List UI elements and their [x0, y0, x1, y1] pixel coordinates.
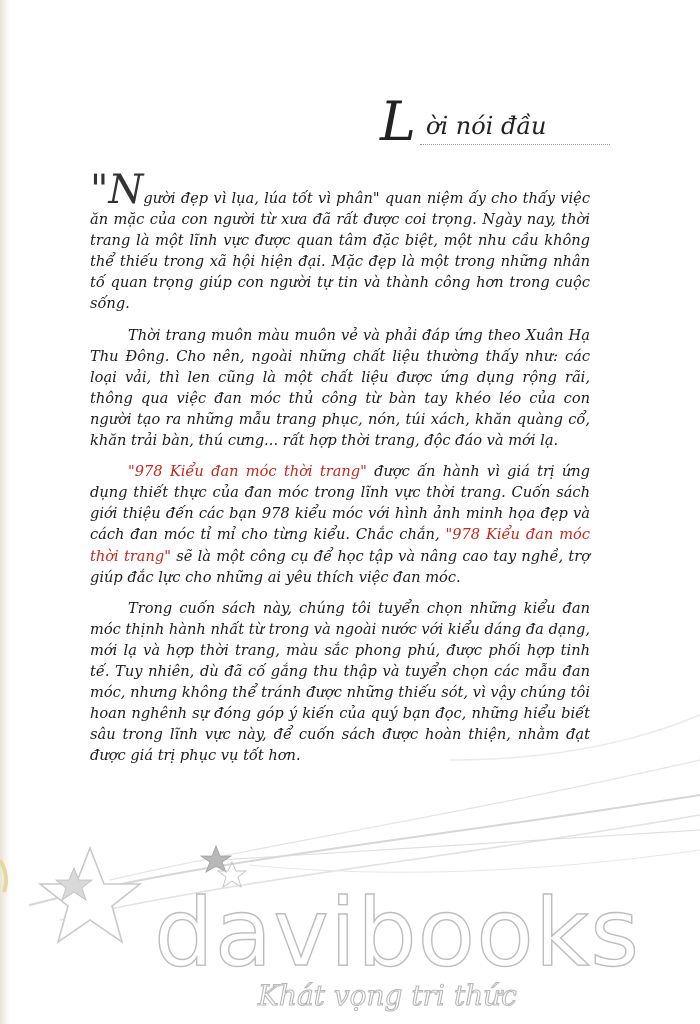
heading-text: ời nói đầu	[426, 112, 547, 140]
open-quote: "	[90, 167, 109, 213]
paragraph-3	[90, 461, 590, 588]
paragraph-2: Thời trang muôn màu muôn vẻ và phải đáp ứng theo Xuân Hạ Thu Đông. Cho nên, ngoài những chất liệu thường thấy như: các loại vải, thì len cũng là một chất liệu được ứng dụng rộng rãi, thông qua việc đan móc thủ công từ bàn tay khéo léo của con người tạo ra những mẫu trang phục, nón, túi xách, khăn quàng cổ, khăn trải bàn, thú cưng... rất hợp thời trang, độc đáo và mới lạ.	[90, 326, 590, 450]
paragraph-1	[90, 167, 590, 315]
drop-cap: N	[108, 167, 144, 213]
paragraph-3-text-a: được ấn hành vì giá trị ứng dụng thiết thực của đan móc trong lĩnh vực thời trang. Cuốn sách giới thiệu đến các bạn 978 kiểu móc với hình ảnh minh họa đẹp và cách đan móc tỉ mỉ cho từng kiểu. Chắc chắn,	[90, 463, 590, 544]
brand-tagline: Khát vọng tri thức	[258, 979, 517, 1012]
yellow-edge-accent	[0, 860, 6, 892]
heading-initial: L	[380, 90, 416, 153]
preface-body	[90, 167, 590, 776]
brand-logo-text: davibooks	[154, 879, 641, 988]
book-title-highlight: "978 Kiểu đan móc thời trang"	[90, 526, 590, 565]
book-title-highlight: "978 Kiểu đan móc thời trang"	[128, 463, 367, 481]
page-heading	[380, 92, 610, 152]
heading-underline	[420, 144, 610, 145]
star-icon	[40, 848, 140, 942]
paragraph-1-text: gười đẹp vì lụa, lúa tốt vì phân" quan niệm ấy cho thấy việc ăn mặc của con người từ xưa đã rất được coi trọng. Ngày nay, thời trang là một lĩnh vực được quan tâm đặc biệt, một nhu cầu không thể thiếu trong xã hội hiện đại. Mặc đẹp là một trong những nhân tố quan trọng giúp con người tự tin và thành công hơn trong cuộc sống.	[90, 190, 590, 313]
paragraph-3-text-b: sẽ là một công cụ để học tập và nâng cao tay nghề, trợ giúp đắc lực cho những ai yêu thích việc đan móc.	[90, 547, 590, 586]
paragraph-4: Trong cuốn sách này, chúng tôi tuyển chọn những kiểu đan móc thịnh hành nhất từ trong và ngoài nước với kiểu dáng đa dạng, mới lạ và hợp thời trang, màu sắc phong phú, được phối hợp tinh tế. Tuy nhiên, dù đã cố gắng thu thập và tuyển chọn các mẫu đan móc, nhưng không thể tránh được những thiếu sót, vì vậy chúng tôi hoan nghênh sự đóng góp ý kiến của quý bạn đọc, những hiểu biết sâu trong lĩnh vực này, để cuốn sách được hoàn thiện, nhằm đạt được giá trị phục vụ tốt hơn.	[90, 599, 590, 765]
